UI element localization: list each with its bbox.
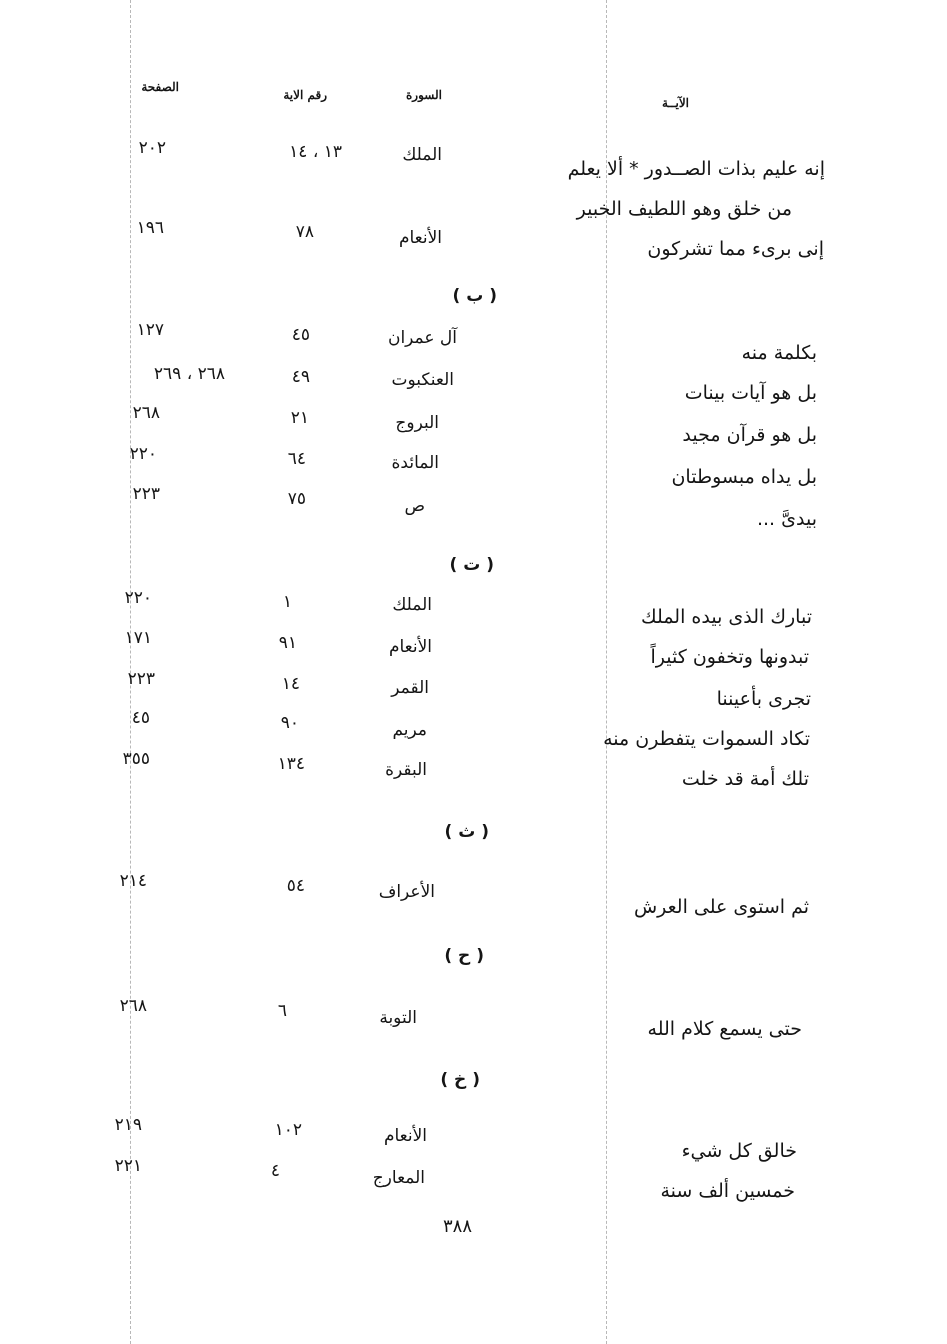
surah-name: الملك <box>402 145 442 165</box>
ayah-text: إنى برىء مما تشركون <box>647 238 824 260</box>
ayah-text: بل هو قرآن مجيد <box>682 424 817 446</box>
ayah-text: تبدونها وتخفون كثيراً <box>650 646 809 668</box>
ayah-text: من خلق وهو اللطيف الخبير <box>576 198 792 220</box>
section-heading-tha: ( ث ) <box>444 822 489 842</box>
surah-name: البروج <box>395 413 439 433</box>
ayah-text: تبارك الذى بيده الملك <box>641 606 812 628</box>
surah-name: مريم <box>392 720 427 740</box>
page-reference: ٢٢١ <box>114 1156 142 1176</box>
surah-name: المعارج <box>372 1168 425 1188</box>
page-reference: ٢٦٨ ، ٢٦٩ <box>153 364 225 384</box>
verse-number: ١٤ <box>281 674 300 694</box>
page-reference: ٢٢٣ <box>127 669 155 689</box>
verse-number: ٦ <box>277 1001 287 1021</box>
page-reference: ٢٦٨ <box>119 996 147 1016</box>
page-reference: ١٢٧ <box>136 320 164 340</box>
ayah-text: بكلمة منه <box>741 342 817 364</box>
surah-name: آل عمران <box>387 328 457 348</box>
surah-name: الأنعام <box>388 637 432 657</box>
surah-name: التوبة <box>379 1008 417 1028</box>
ayah-text: خمسين ألف سنة <box>660 1180 795 1202</box>
verse-number: ٩٠ <box>280 713 299 733</box>
page-reference: ٢١٩ <box>114 1115 142 1135</box>
surah-name: الأنعام <box>398 228 442 248</box>
page-reference: ٣٥٥ <box>122 749 150 769</box>
surah-name: ص <box>404 496 425 516</box>
verse-number: ٢١ <box>290 408 309 428</box>
ayah-text: بل يداه مبسوطتان <box>671 466 817 488</box>
ayah-text: بل هو آيات بينات <box>684 382 817 404</box>
verse-number: ٥٤ <box>286 876 305 896</box>
surah-name: البقرة <box>385 760 427 780</box>
ayah-text: بيدىَّ ... <box>756 508 817 530</box>
page-reference: ٢٠٢ <box>138 138 166 158</box>
ayah-text: حتى يسمع كلام الله <box>647 1018 802 1040</box>
page-reference: ٢٦٨ <box>132 403 160 423</box>
surah-name: الأنعام <box>383 1126 427 1146</box>
page-reference: ٢٢٣ <box>132 484 160 504</box>
section-heading-kha: ( خ ) <box>440 1070 480 1090</box>
page-reference: ١٩٦ <box>136 218 164 238</box>
surah-name: العنكبوت <box>391 370 454 390</box>
page-reference: ٤٥ <box>131 708 150 728</box>
ayah-text: خالق كل شيء <box>681 1140 797 1162</box>
page-reference: ١٧١ <box>124 628 152 648</box>
verse-number: ٤٩ <box>291 367 310 387</box>
surah-name: القمر <box>391 678 429 698</box>
section-heading-ba: ( ب ) <box>452 286 497 306</box>
page-reference: ٢١٤ <box>119 871 147 891</box>
verse-number: ٧٨ <box>295 222 314 242</box>
page-reference: ٢٢٠ <box>129 444 157 464</box>
surah-name: الملك <box>392 595 432 615</box>
verse-number: ١٣٤ <box>277 754 305 774</box>
header-surah: السورة <box>406 88 442 102</box>
header-verse-number: رقم الاية <box>283 88 327 102</box>
verse-number: ٧٥ <box>287 489 306 509</box>
page-reference: ٢٢٠ <box>124 588 152 608</box>
verse-number: ٩١ <box>278 633 297 653</box>
verse-number: ٦٤ <box>287 449 306 469</box>
surah-name: المائدة <box>391 453 439 473</box>
verse-number: ٤٥ <box>291 325 310 345</box>
ayah-text: تكاد السموات يتفطرن منه <box>603 728 810 750</box>
page-number: ٣٨٨ <box>442 1216 472 1237</box>
header-page: الصفحة <box>141 80 179 94</box>
header-ayah: الآيــة <box>662 96 689 110</box>
verse-number: ٤ <box>270 1161 280 1181</box>
verse-number: ١٣ ، ١٤ <box>289 142 342 162</box>
ayah-text: تجرى بأعيننا <box>716 688 811 710</box>
ayah-text: ثم استوى على العرش <box>633 896 809 918</box>
section-heading-ha: ( ح ) <box>444 946 484 966</box>
ayah-text: تلك أمة قد خلت <box>681 768 809 790</box>
ayah-text: إنه عليم بذات الصــدور * ألا يعلم <box>567 158 825 180</box>
surah-name: الأعراف <box>378 882 435 902</box>
verse-number: ١ <box>282 592 292 612</box>
verse-number: ١٠٢ <box>274 1120 302 1140</box>
section-heading-ta: ( ت ) <box>449 555 494 575</box>
